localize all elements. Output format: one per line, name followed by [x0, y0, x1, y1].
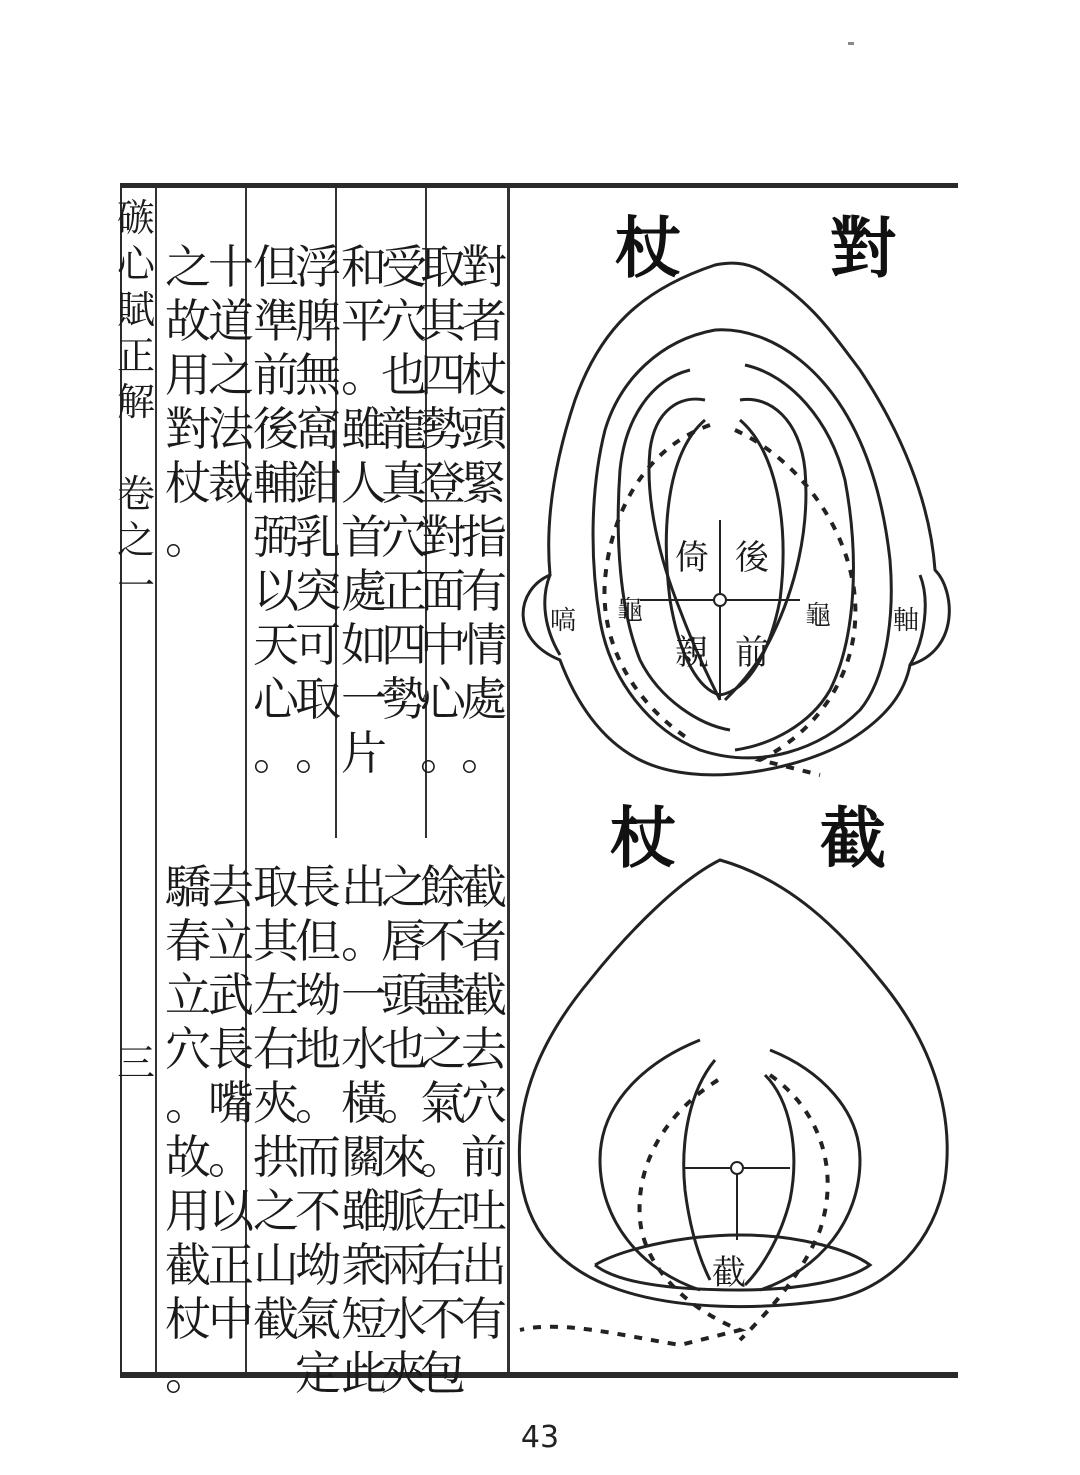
text-char: 後 [253, 402, 299, 456]
text-char: 之 [165, 240, 211, 294]
text-char: 立 [165, 968, 211, 1022]
text-char: 。 [253, 726, 299, 780]
text-char: 用 [165, 1184, 211, 1238]
text-char: 。 [165, 1346, 211, 1400]
text-char: 之 [420, 1022, 466, 1076]
text-char: 頭 [461, 402, 507, 456]
text-char: 立 [208, 914, 254, 968]
cave-point [731, 1162, 743, 1174]
text-char: 短 [341, 1292, 387, 1346]
text-char: 鉗 [295, 456, 341, 510]
text-char: 也 [381, 1022, 427, 1076]
text-char: 長 [208, 1022, 254, 1076]
text-char: 山 [253, 1238, 299, 1292]
text-char: 四 [381, 618, 427, 672]
text-char: 拱 [253, 1130, 299, 1184]
text-char: 。 [341, 914, 387, 968]
text-char: 出 [461, 1238, 507, 1292]
label-zhou: 軸 [893, 606, 920, 636]
text-char: 脾 [295, 294, 341, 348]
text-char: 片 [341, 726, 387, 780]
text-char: 心 [420, 672, 466, 726]
text-char: 驕 [165, 860, 211, 914]
text-char: 法 [208, 402, 254, 456]
text-char: 水 [381, 1292, 427, 1346]
scan-speck [848, 42, 854, 45]
text-char: 輔 [253, 456, 299, 510]
outer-mountain-contour [523, 263, 949, 775]
text-char: 穴 [381, 510, 427, 564]
text-char: 正 [208, 1238, 254, 1292]
text-char: 兩 [381, 1238, 427, 1292]
text-char: 一 [341, 672, 387, 726]
label-jie: 截 [712, 1253, 746, 1293]
text-char: 裁 [208, 456, 254, 510]
text-char: 四 [420, 348, 466, 402]
text-char: 處 [461, 672, 507, 726]
text-char: 但 [253, 240, 299, 294]
text-char: 而 [295, 1130, 341, 1184]
text-char: 包 [420, 1346, 466, 1400]
text-char: 人 [341, 456, 387, 510]
text-char: 有 [461, 564, 507, 618]
text-char: 之 [253, 1184, 299, 1238]
text-char: 道 [208, 294, 254, 348]
text-char: 來 [381, 1130, 427, 1184]
text-char: 中 [208, 1292, 254, 1346]
margin-char: 正 [117, 334, 156, 378]
text-char: 取 [253, 860, 299, 914]
margin-char: 䃚 [117, 196, 156, 240]
text-char: 故 [165, 294, 211, 348]
text-char: 右 [253, 1022, 299, 1076]
text-char: 用 [165, 348, 211, 402]
text-char: 截 [461, 968, 507, 1022]
text-char: 此 [341, 1346, 387, 1400]
text-char: 登 [420, 456, 466, 510]
text-char: 中 [420, 618, 466, 672]
right-dashed-flow [740, 1075, 828, 1340]
text-char: 故 [165, 1130, 211, 1184]
right-dashed-flow [735, 430, 855, 775]
text-char: 。 [420, 1130, 466, 1184]
text-char: 十 [208, 240, 254, 294]
text-char: 以 [253, 564, 299, 618]
text-char: 之 [208, 348, 254, 402]
text-char: 穴 [165, 1022, 211, 1076]
cave-point [714, 594, 726, 606]
text-char: 正 [381, 564, 427, 618]
text-char: 。 [461, 726, 507, 780]
text-char: 唇 [381, 914, 427, 968]
text-char: 前 [253, 348, 299, 402]
text-char: 頭 [381, 968, 427, 1022]
margin-char: 賦 [117, 288, 156, 332]
text-char: 坳 [295, 968, 341, 1022]
text-char: 對 [165, 402, 211, 456]
text-char: 受 [381, 240, 427, 294]
text-char: 。 [165, 1076, 211, 1130]
text-char: 勢 [381, 672, 427, 726]
text-char: 緊 [461, 456, 507, 510]
text-char: 。 [381, 1076, 427, 1130]
text-char: 吐 [461, 1184, 507, 1238]
text-char: 對 [420, 510, 466, 564]
text-char: 。 [208, 1130, 254, 1184]
text-char: 穴 [461, 1076, 507, 1130]
text-char: 截 [253, 1292, 299, 1346]
margin-char: 卷 [117, 472, 156, 516]
text-char: 夾 [381, 1346, 427, 1400]
label-gui-left: 龜 [617, 596, 644, 626]
text-char: 春 [165, 914, 211, 968]
text-char: 武 [208, 968, 254, 1022]
text-char: 如 [341, 618, 387, 672]
text-char: 一 [341, 968, 387, 1022]
text-char: 和 [341, 240, 387, 294]
text-char: 杖 [165, 456, 211, 510]
text-char: 盡 [420, 968, 466, 1022]
bottom-diagram-title-char-1: 截 [820, 799, 886, 877]
text-char: 天 [253, 618, 299, 672]
text-char: 無 [295, 348, 341, 402]
text-char: 窩 [295, 402, 341, 456]
text-char: 取 [295, 672, 341, 726]
text-char: 面 [420, 564, 466, 618]
text-char: 餘 [420, 860, 466, 914]
text-char: 其 [420, 294, 466, 348]
text-char: 情 [461, 618, 507, 672]
text-char: 左 [420, 1184, 466, 1238]
text-char: 截 [461, 860, 507, 914]
label-qin: 親 [675, 633, 709, 673]
outer-drop-contour [519, 860, 947, 1307]
text-char: 龍 [381, 402, 427, 456]
text-char: 左 [253, 968, 299, 1022]
text-char: 不 [295, 1184, 341, 1238]
folio-char: 三 [117, 1041, 156, 1085]
page-number: 43 [520, 1420, 560, 1455]
text-char: 準 [253, 294, 299, 348]
label-qian: 前 [735, 633, 769, 673]
text-char: 杖 [165, 1292, 211, 1346]
text-char: 。 [420, 726, 466, 780]
text-char: 氣 [420, 1076, 466, 1130]
text-char: 不 [420, 914, 466, 968]
text-char: 者 [461, 914, 507, 968]
margin-char: 一 [117, 564, 156, 608]
text-char: 關 [341, 1130, 387, 1184]
text-char: 氣 [295, 1292, 341, 1346]
text-char: 穴 [381, 294, 427, 348]
text-char: 雖 [341, 402, 387, 456]
text-char: 。 [295, 726, 341, 780]
text-char: 地 [295, 1022, 341, 1076]
margin-char: 之 [117, 518, 156, 562]
text-char: 。 [341, 348, 387, 402]
text-char: 不 [420, 1292, 466, 1346]
text-char: 。 [165, 510, 211, 564]
text-char: 之 [381, 860, 427, 914]
text-char: 杖 [461, 348, 507, 402]
text-char: 坳 [295, 1238, 341, 1292]
label-gui-right: 龜 [805, 601, 832, 631]
top-diagram-title-char-1: 對 [830, 209, 896, 287]
label-piao: 嗃 [550, 606, 577, 636]
label-yi: 倚 [675, 538, 709, 578]
text-char: 勢 [420, 402, 466, 456]
text-char: 右 [420, 1238, 466, 1292]
text-char: 浮 [295, 240, 341, 294]
text-char: 真 [381, 456, 427, 510]
text-char: 對 [461, 240, 507, 294]
text-char: 平 [341, 294, 387, 348]
text-char: 夾 [253, 1076, 299, 1130]
text-char: 心 [253, 672, 299, 726]
text-char: 有 [461, 1292, 507, 1346]
margin-char: 心 [117, 242, 156, 286]
text-char: 去 [461, 1022, 507, 1076]
bottom-diagram-title-char-2: 杖 [610, 799, 676, 877]
margin-char: 解 [117, 380, 156, 424]
text-char: 弼 [253, 510, 299, 564]
text-char: 定 [295, 1346, 341, 1400]
text-char: 水 [341, 1022, 387, 1076]
text-char: 者 [461, 294, 507, 348]
text-char: 出 [341, 860, 387, 914]
text-char: 去 [208, 860, 254, 914]
text-char: 以 [208, 1184, 254, 1238]
text-char: 其 [253, 914, 299, 968]
text-char: 衆 [341, 1238, 387, 1292]
text-char: 橫 [341, 1076, 387, 1130]
text-char: 可 [295, 618, 341, 672]
text-char: 雖 [341, 1184, 387, 1238]
text-char: 突 [295, 564, 341, 618]
text-char: 首 [341, 510, 387, 564]
text-char: 處 [341, 564, 387, 618]
text-char: 長 [295, 860, 341, 914]
text-char: 截 [165, 1238, 211, 1292]
label-hou: 後 [735, 538, 769, 578]
right-inner-arm [745, 1075, 794, 1285]
text-char: 也 [381, 348, 427, 402]
text-char: 。 [295, 1076, 341, 1130]
text-char: 取 [420, 240, 466, 294]
text-char: 指 [461, 510, 507, 564]
text-char: 前 [461, 1130, 507, 1184]
text-char: 但 [295, 914, 341, 968]
top-diagram-title-char-2: 杖 [615, 209, 681, 287]
dui-zhang-diagram [523, 263, 949, 775]
text-char: 脈 [381, 1184, 427, 1238]
text-char: 嘴 [208, 1076, 254, 1130]
text-char: 乳 [295, 510, 341, 564]
